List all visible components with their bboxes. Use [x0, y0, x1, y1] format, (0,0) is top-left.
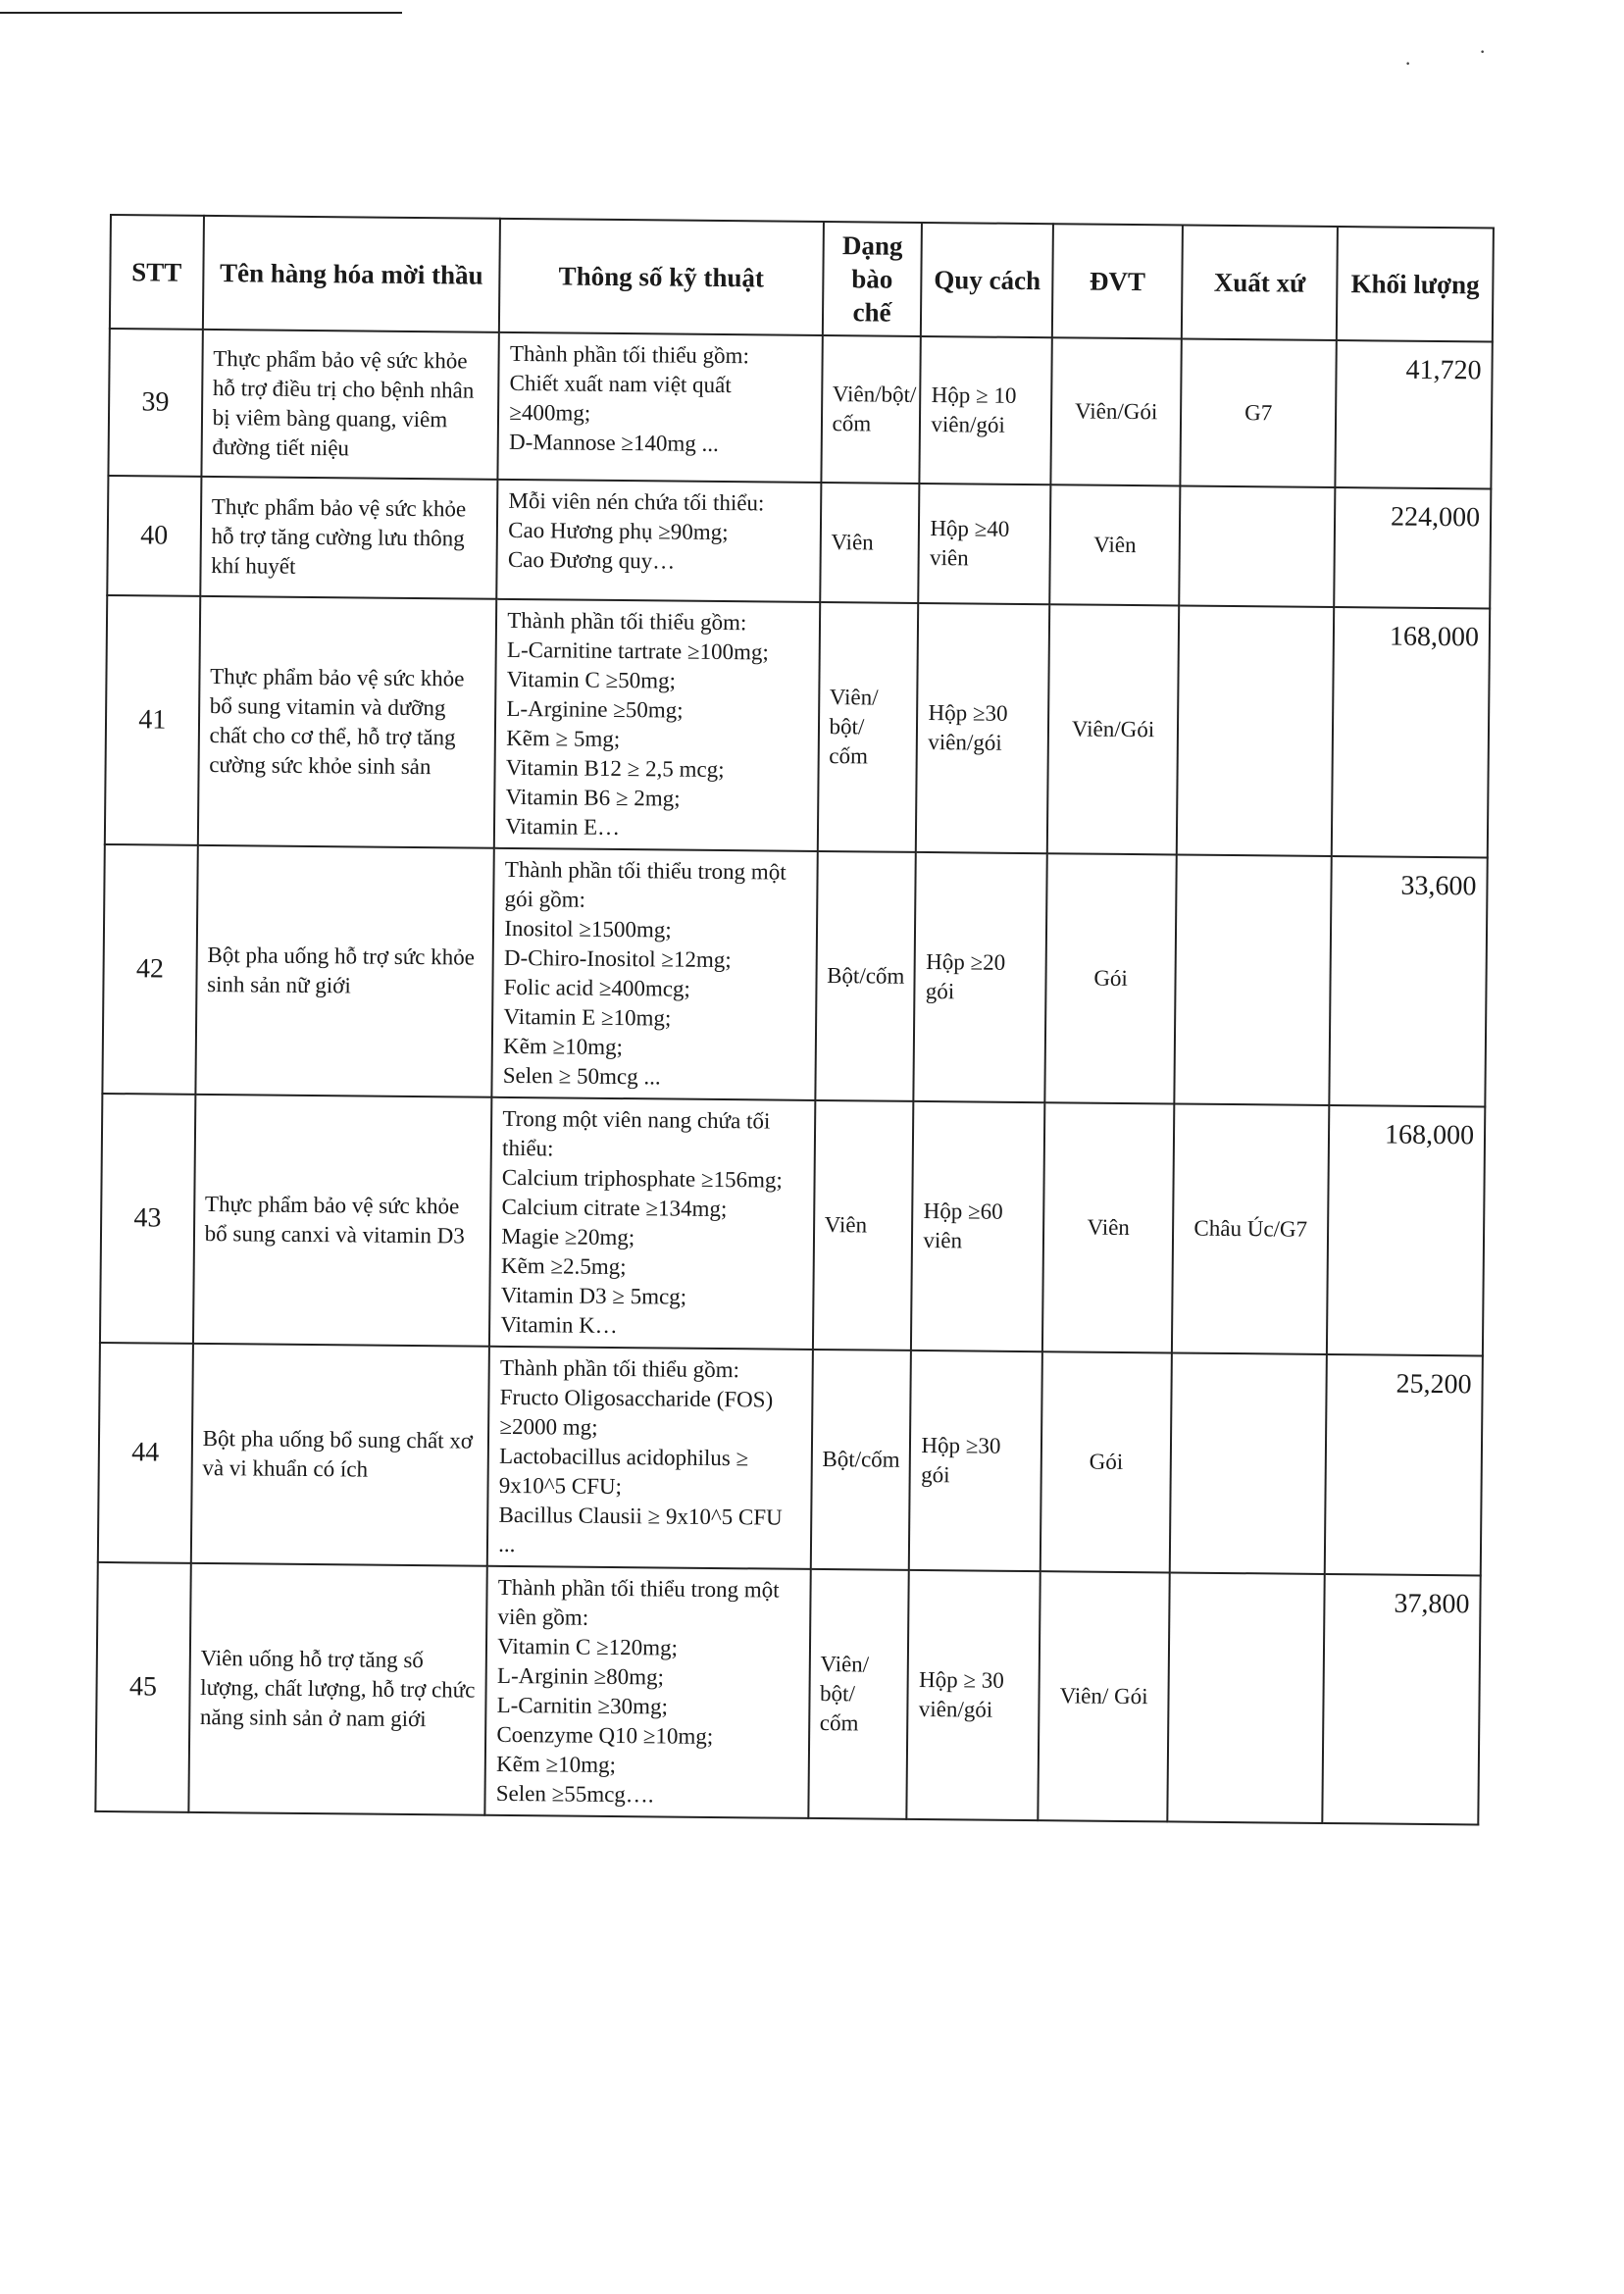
- spec-line: Kẽm ≥10mg;: [495, 1751, 617, 1778]
- row-unit: Gói: [1045, 853, 1177, 1103]
- table-header-row: [110, 215, 1494, 342]
- spec-line: Vitamin D3 ≥ 5mcg;: [500, 1282, 687, 1309]
- row-stt: 45: [95, 1562, 190, 1812]
- table-row: [100, 1094, 1485, 1356]
- spec-line: Vitamin B6 ≥ 2mg;: [505, 784, 681, 811]
- scan-mark: ·: [1404, 51, 1412, 76]
- row-item-name: Bột pha uống bổ sung chất xơ và vi khuẩn có ích: [190, 1344, 489, 1566]
- spec-line: D-Mannose ≥140mg ...: [508, 429, 720, 456]
- spec-line: Kẽm ≥2.5mg;: [500, 1252, 627, 1280]
- row-origin: [1170, 1352, 1328, 1574]
- table-row: [102, 844, 1487, 1107]
- row-form: Bột/cốm: [815, 851, 916, 1101]
- header-spec: Thông số kỹ thuật: [499, 219, 823, 335]
- row-unit: Viên: [1049, 484, 1180, 605]
- header-qty: Khối lượng: [1337, 227, 1494, 342]
- row-spec: [496, 480, 820, 602]
- row-unit: Viên/ Gói: [1039, 1571, 1170, 1821]
- row-unit: Viên/Gói: [1047, 604, 1179, 854]
- spec-line: Magie ≥20mg;: [501, 1223, 635, 1250]
- row-form: Viên: [812, 1100, 913, 1351]
- spec-line: Coenzyme Q10 ≥10mg;: [496, 1721, 714, 1749]
- row-origin: [1177, 605, 1335, 856]
- spec-line: Selen ≥ 50mcg ...: [502, 1062, 661, 1090]
- row-origin: G7: [1180, 338, 1337, 487]
- spec-line: Trong một viên nang chứa tối thiểu:: [502, 1105, 771, 1161]
- row-packaging: Hộp ≥20 gói: [914, 852, 1047, 1102]
- spec-line: L-Arginin ≥80mg;: [496, 1662, 665, 1690]
- spec-line: Vitamin B12 ≥ 2,5 mcg;: [505, 754, 725, 783]
- spec-line: Vitamin E…: [505, 813, 621, 841]
- row-spec: [494, 599, 820, 851]
- spec-line: Thành phần tối thiểu gồm:: [509, 340, 750, 369]
- spec-line: Kẽm ≥ 5mg;: [506, 725, 621, 752]
- row-packaging: Hộp ≥ 30 viên/gói: [907, 1570, 1040, 1820]
- row-unit: Viên: [1042, 1102, 1174, 1352]
- spec-line: Mỗi viên nén chứa tối thiểu:: [508, 487, 765, 516]
- row-item-name: Thực phẩm bảo vệ sức khỏe hỗ trợ điều trị cho bệnh nhân bị viêm bàng quang, viêm đường tiết niệu: [201, 330, 499, 480]
- spec-line: Bacillus Clausii ≥ 9x10^5 CFU ...: [498, 1502, 783, 1557]
- row-quantity: 25,200: [1325, 1354, 1483, 1576]
- spec-line: Lactobacillus acidophilus ≥ 9x10^5 CFU;: [498, 1443, 749, 1500]
- spec-line: Cao Đương quy…: [507, 546, 676, 574]
- row-quantity: 33,600: [1330, 856, 1488, 1107]
- row-stt: 41: [105, 595, 200, 845]
- row-spec: [498, 332, 823, 483]
- spec-line: Kẽm ≥10mg;: [503, 1033, 624, 1060]
- row-packaging: Hộp ≥30 gói: [909, 1351, 1042, 1571]
- table-row: [105, 595, 1490, 858]
- row-form: Viên/ bột/ cốm: [817, 602, 918, 852]
- row-item-name: Thực phẩm bảo vệ sức khỏe bổ sung canxi và vitamin D3: [193, 1095, 492, 1347]
- spec-line: Vitamin E ≥10mg;: [503, 1003, 672, 1031]
- spec-line: Vitamin K…: [500, 1311, 618, 1339]
- row-unit: Gói: [1040, 1351, 1172, 1572]
- spec-line: Calcium citrate ≥134mg;: [501, 1194, 728, 1222]
- row-packaging: Hộp ≥60 viên: [911, 1101, 1044, 1351]
- spec-line: Fructo Oligosaccharide (FOS) ≥2000 mg;: [499, 1384, 774, 1440]
- row-stt: 39: [108, 329, 202, 477]
- row-origin: [1179, 485, 1336, 607]
- spec-line: D-Chiro-Inositol ≥12mg;: [503, 944, 732, 973]
- spec-line: Thành phần tối thiểu trong một gói gồm:: [504, 856, 787, 912]
- spec-line: Inositol ≥1500mg;: [504, 915, 672, 943]
- spec-line: Cao Hương phụ ≥90mg;: [508, 517, 729, 545]
- spec-line: L-Carnitin ≥30mg;: [496, 1692, 669, 1719]
- row-quantity: 41,720: [1336, 340, 1493, 489]
- header-unit: ĐVT: [1052, 224, 1183, 338]
- row-form: Viên: [820, 483, 920, 603]
- spec-line: Chiết xuất nam việt quất ≥400mg;: [509, 370, 732, 426]
- row-packaging: Hộp ≥40 viên: [919, 484, 1051, 604]
- spec-line: Calcium triphosphate ≥156mg;: [501, 1164, 783, 1193]
- table-row: [98, 1343, 1483, 1576]
- row-item-name: Thực phẩm bảo vệ sức khỏe hỗ trợ tăng cường lưu thông khí huyết: [200, 477, 498, 599]
- row-spec: [489, 1097, 815, 1350]
- spec-line: Thành phần tối thiểu gồm:: [499, 1354, 740, 1383]
- header-stt: STT: [110, 215, 204, 330]
- row-spec: [492, 848, 818, 1100]
- spec-line: Thành phần tối thiểu gồm:: [507, 607, 747, 636]
- row-origin: [1174, 854, 1332, 1105]
- row-item-name: Viên uống hỗ trợ tăng số lượng, chất lượng, hỗ trợ chức năng sinh sản ở nam giới: [188, 1563, 487, 1815]
- row-quantity: 168,000: [1332, 607, 1490, 858]
- row-packaging: Hộp ≥ 10 viên/gói: [920, 336, 1052, 484]
- row-unit: Viên/Gói: [1051, 337, 1182, 485]
- header-pack: Quy cách: [921, 223, 1053, 337]
- spec-line: Thành phần tối thiểu trong một viên gồm:: [497, 1574, 780, 1630]
- table-row: [108, 329, 1492, 489]
- row-form: Viên/ bột/ cốm: [808, 1569, 909, 1819]
- spec-line: L-Arginine ≥50mg;: [506, 695, 684, 723]
- spec-line: Selen ≥55mcg….: [495, 1780, 654, 1808]
- table-row: [107, 476, 1491, 609]
- scan-mark: ·: [1479, 39, 1487, 64]
- row-quantity: 224,000: [1335, 487, 1492, 609]
- spec-line: Vitamin C ≥50mg;: [506, 666, 677, 693]
- row-quantity: 37,800: [1323, 1574, 1481, 1825]
- row-stt: 43: [100, 1094, 195, 1344]
- row-origin: Châu Úc/G7: [1172, 1103, 1330, 1354]
- spec-line: Vitamin C ≥120mg;: [497, 1633, 679, 1660]
- row-form: Viên/bột/ cốm: [821, 335, 921, 484]
- header-rule: [0, 12, 402, 14]
- spec-line: Folic acid ≥400mcg;: [503, 974, 691, 1001]
- header-name: Tên hàng hóa mời thầu: [203, 216, 501, 332]
- row-spec: [487, 1347, 812, 1569]
- row-packaging: Hộp ≥30 viên/gói: [916, 603, 1049, 853]
- row-spec: [485, 1566, 811, 1818]
- row-stt: 40: [107, 476, 201, 596]
- header-origin: Xuất xứ: [1182, 226, 1339, 341]
- row-stt: 44: [98, 1343, 193, 1563]
- row-stt: 42: [102, 844, 197, 1095]
- table-row: [95, 1562, 1480, 1825]
- row-item-name: Bột pha uống hỗ trợ sức khỏe sinh sản nữ giới: [195, 845, 494, 1097]
- header-form: Dạng bào chế: [822, 222, 922, 336]
- row-quantity: 168,000: [1327, 1105, 1485, 1356]
- bid-items-table: [94, 214, 1495, 1825]
- row-form: Bột/cốm: [810, 1350, 911, 1570]
- spec-line: L-Carnitine tartrate ≥100mg;: [506, 637, 769, 665]
- row-origin: [1167, 1572, 1325, 1823]
- row-item-name: Thực phẩm bảo vệ sức khỏe bổ sung vitamin và dưỡng chất cho cơ thể, hỗ trợ tăng cường sức khỏe sinh sản: [197, 596, 496, 848]
